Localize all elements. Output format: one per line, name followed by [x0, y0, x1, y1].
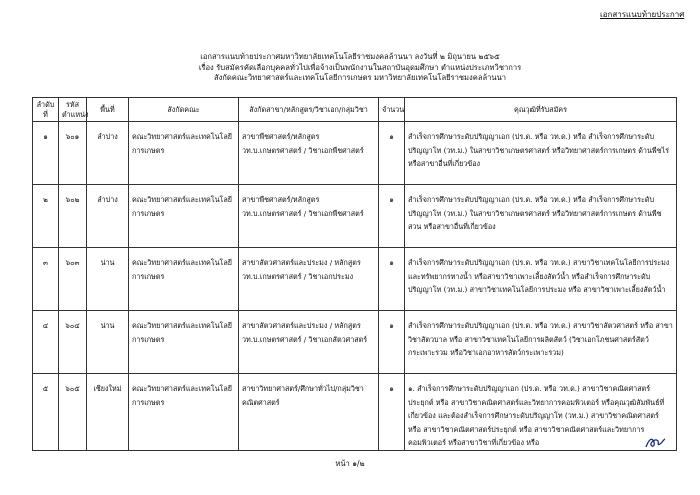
cell-major: สาขาพืชศาสตร์/หลักสูตร วท.บ.เกษตรศาสตร์ / วิชาเอกพืชศาสตร์ [239, 185, 379, 248]
cell-qualification: สำเร็จการศึกษาระดับปริญญาเอก (ปร.ด. หรือ วท.ด.) สาขาวิชาเทคโนโลยีการประมงและทรัพยากรทางน้ำ หรือสาขาวิชาเพาะเลี้ยงสัตว์น้ำ หรือสำเร็จการศึกษาระดับปริญญาโท (วท.ม.) สาขาวิชาเทคโนโลยีการประมง หรือ สาขาวิชาเพาะเลี้ยงสัตว์น้ำ [405, 248, 677, 311]
table-header-row [33, 98, 677, 122]
cell-area: น่าน [87, 311, 129, 374]
header-cell-area: พื้นที่ [87, 98, 129, 122]
signature-icon [644, 433, 666, 455]
cell-qualification: สำเร็จการศึกษาระดับปริญญาเอก (ปร.ด. หรือ วท.ด.) หรือ สำเร็จการศึกษาระดับปริญญาโท (วท.ม.) ในสาขาวิชาเกษตรศาสตร์ หรือวิทยาศาสตร์การเกษตร ด้านพืชไร่ หรือสาขาอื่นที่เกี่ยวข้อง [405, 122, 677, 185]
cell-code: ๖๐๒ [59, 185, 87, 248]
cell-no: ๕ [33, 374, 59, 451]
table-row [33, 374, 677, 451]
cell-no: ๑ [33, 122, 59, 185]
table-row [33, 311, 677, 374]
cell-major: สาขาสัตวศาสตร์และประมง / หลักสูตร วท.บ.เกษตรศาสตร์ / วิชาเอกสัตวศาสตร์ [239, 311, 379, 374]
header-cell-code: รหัสตำแหน่ง [59, 98, 87, 122]
cell-code: ๖๐๕ [59, 374, 87, 451]
cell-qualification: สำเร็จการศึกษาระดับปริญญาเอก (ปร.ด. หรือ วท.ด.) หรือ สำเร็จการศึกษาระดับปริญญาโท (วท.ม.) ในสาขาวิชาเกษตรศาสตร์ หรือวิทยาศาสตร์การเกษตร ด้านพืชสวน หรือสาขาอื่นที่เกี่ยวข้อง [405, 185, 677, 248]
header-cell-faculty: สังกัดคณะ [129, 98, 239, 122]
cell-no: ๔ [33, 311, 59, 374]
cell-code: ๖๐๑ [59, 122, 87, 185]
cell-faculty: คณะวิทยาศาสตร์และเทคโนโลยีการเกษตร [129, 311, 239, 374]
header-line-3: สังกัดคณะวิทยาศาสตร์และเทคโนโลยีการเกษตร มหาวิทยาลัยเทคโนโลยีราชมงคลล้านนา [213, 73, 507, 82]
header-cell-major: สังกัดสาขา/หลักสูตร/วิชาเอก/กลุ่มวิชา [239, 98, 379, 122]
cell-code: ๖๐๔ [59, 311, 87, 374]
table-row [33, 248, 677, 311]
cell-count: ๑ [379, 248, 405, 311]
header-cell-no: ลำดับที่ [33, 98, 59, 122]
positions-table [32, 97, 677, 451]
cell-count: ๑ [379, 374, 405, 451]
cell-area: เชียงใหม่ [87, 374, 129, 451]
header-cell-count: จำนวน [379, 98, 405, 122]
cell-count: ๑ [379, 122, 405, 185]
attachment-label: เอกสารแนบท้ายประกาศ [600, 10, 685, 19]
cell-qualification: ๑. สำเร็จการศึกษาระดับปริญญาเอก (ปร.ด. หรือ วท.ด.) สาขาวิชาคณิตศาสตร์ประยุกต์ หรือ สาขาวิชาคณิตศาสตร์และวิทยาการคอมพิวเตอร์ หรือคุณวุฒิสัมพันธ์ที่เกี่ยวข้อง และต้องสำเร็จการศึกษาระดับปริญญาโท (วท.ม.) สาขาวิชาคณิตศาสตร์ หรือ สาขาวิชาคณิตศาสตร์ประยุกต์ หรือ สาขาวิชาคณิตศาสตร์และวิทยาการคอมพิวเตอร์ หรือสาขาวิชาที่เกี่ยวข้อง หรือ [405, 374, 677, 451]
page-number: หน้า ๑/๒ [335, 459, 365, 468]
cell-count: ๑ [379, 185, 405, 248]
cell-faculty: คณะวิทยาศาสตร์และเทคโนโลยีการเกษตร [129, 374, 239, 451]
header-line-1: เอกสารแนบท้ายประกาศมหาวิทยาลัยเทคโนโลยีราชมงคลล้านนา ลงวันที่ ๒ มิถุนายน ๒๕๖๕ [200, 52, 500, 61]
cell-no: ๓ [33, 248, 59, 311]
cell-code: ๖๐๓ [59, 248, 87, 311]
cell-area: น่าน [87, 248, 129, 311]
document-header [0, 52, 700, 84]
cell-faculty: คณะวิทยาศาสตร์และเทคโนโลยีการเกษตร [129, 122, 239, 185]
header-cell-qualification: คุณวุฒิที่รับสมัคร [405, 98, 677, 122]
cell-major: สาขาพืชศาสตร์/หลักสูตร วท.บ.เกษตรศาสตร์ / วิชาเอกพืชศาสตร์ [239, 122, 379, 185]
cell-faculty: คณะวิทยาศาสตร์และเทคโนโลยีการเกษตร [129, 185, 239, 248]
table-row [33, 185, 677, 248]
cell-area: ลำปาง [87, 122, 129, 185]
cell-no: ๒ [33, 185, 59, 248]
cell-area: ลำปาง [87, 185, 129, 248]
cell-major: สาขาวิทยาศาสตร์/ศึกษาทั่วไป/กลุ่มวิชาคณิตศาสตร์ [239, 374, 379, 451]
cell-qualification: สำเร็จการศึกษาระดับปริญญาเอก (ปร.ด. หรือ วท.ด.) สาขาวิชาสัตวศาสตร์ หรือ สาขาวิชาสัตวบาล หรือ สาขาวิชาเทคโนโลยีการผลิตสัตว์ (วิชาเอกโภชนศาสตร์สัตว์กระเพาะรวม หรือวิชาเอกอาหารสัตว์กระเพาะรวม) [405, 311, 677, 374]
cell-faculty: คณะวิทยาศาสตร์และเทคโนโลยีการเกษตร [129, 248, 239, 311]
cell-major: สาขาสัตวศาสตร์และประมง / หลักสูตร วท.บ.เกษตรศาสตร์ / วิชาเอกประมง [239, 248, 379, 311]
header-line-2: เรื่อง รับสมัครคัดเลือกบุคคลทั่วไปเพื่อจ้างเป็นพนักงานในสถาบันอุดมศึกษา ตำแหน่งประเภทวิชาการ [198, 62, 522, 72]
cell-count: ๑ [379, 311, 405, 374]
table-row [33, 122, 677, 185]
